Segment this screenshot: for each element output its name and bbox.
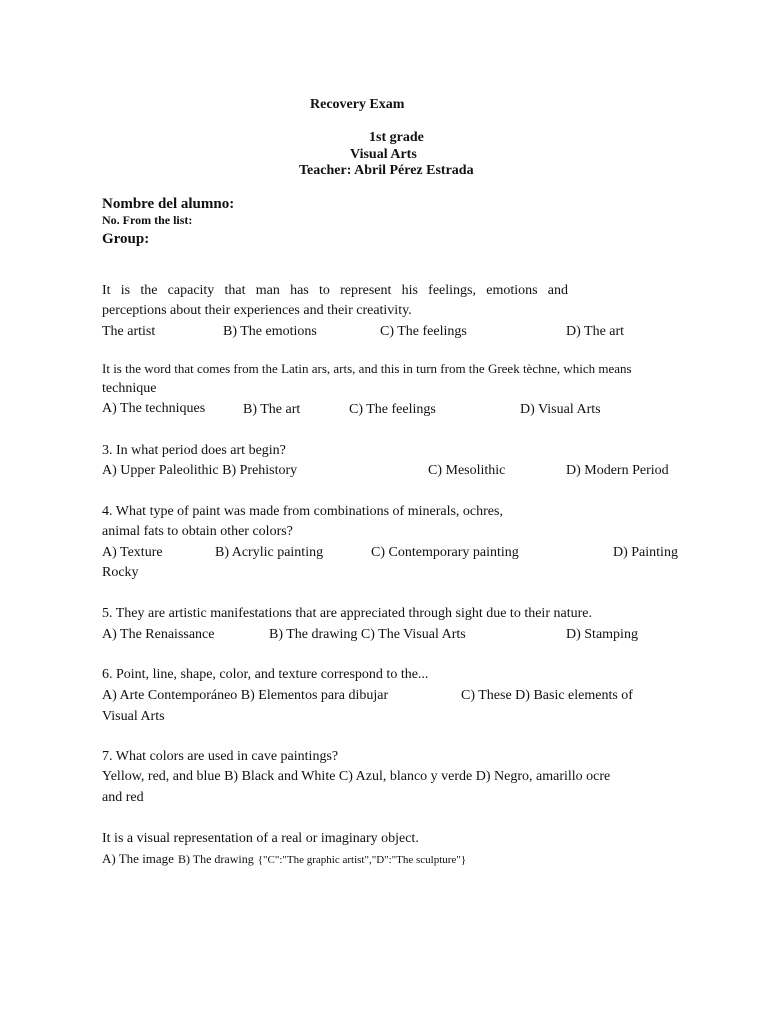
question-1-option-c: C) The feelings (380, 324, 467, 339)
question-4-option-a: A) Texture (102, 545, 163, 560)
question-5-option-bc: B) The drawing C) The Visual Arts (269, 627, 466, 642)
question-7-text: 7. What colors are used in cave paintings? (102, 749, 339, 764)
question-2-text-line2: technique (102, 381, 157, 396)
question-6-option-ab: A) Arte Contemporáneo B) Elementos para dibujar (102, 688, 389, 703)
question-1-option-d: D) The art (566, 324, 625, 339)
student-name-label: Nombre del alumno: (102, 196, 235, 212)
question-1-text-line1: It is the capacity that man has to represent his feelings, emotions and (102, 283, 568, 298)
question-8-option-b: B) The drawing (177, 852, 254, 866)
question-2-text-line1: It is the word that comes from the Latin ars, arts, and this in turn from the Greek tèchne, which means (102, 361, 632, 376)
question-5-option-d: D) Stamping (566, 627, 638, 642)
teacher-label: Teacher: Abril Pérez Estrada (299, 163, 474, 178)
question-3-option-d: D) Modern Period (566, 463, 669, 478)
question-1-option-b: B) The emotions (223, 324, 317, 339)
question-6-option-cd: C) These D) Basic elements of (461, 688, 633, 703)
question-2-option-a: A) The techniques (102, 401, 206, 416)
question-4-option-c: C) Contemporary painting (371, 545, 519, 560)
question-2-option-b: B) The art (243, 402, 301, 417)
question-8-text: It is a visual representation of a real or imaginary object. (102, 831, 419, 846)
grade-label: 1st grade (369, 130, 424, 145)
exam-title: Recovery Exam (310, 97, 405, 112)
question-7-options-line2: and red (102, 790, 144, 805)
question-7-options-line1: Yellow, red, and blue B) Black and White C) Azul, blanco y verde D) Negro, amarillo ocre (102, 769, 611, 784)
question-3-text: 3. In what period does art begin? (102, 443, 286, 458)
question-4-text-line2: animal fats to obtain other colors? (102, 524, 293, 539)
question-8-option-a: A) The image (102, 851, 174, 866)
question-1-text-line2: perceptions about their experiences and their creativity. (102, 303, 412, 318)
question-8-option-rest: {"C":"The graphic artist","D":"The sculpture"} (257, 854, 467, 866)
question-6-text: 6. Point, line, shape, color, and texture correspond to the... (102, 667, 429, 682)
question-4-text-line1: 4. What type of paint was made from combinations of minerals, ochres, (102, 504, 503, 519)
question-5-text: 5. They are artistic manifestations that are appreciated through sight due to their nature. (102, 606, 592, 621)
question-3-option-ab: A) Upper Paleolithic B) Prehistory (102, 463, 298, 478)
question-4-option-d: D) Painting (613, 545, 678, 560)
question-4-option-d-continued: Rocky (102, 565, 139, 580)
list-number-label: No. From the list: (102, 213, 193, 227)
question-2-option-c: C) The feelings (349, 402, 436, 417)
question-1-option-a: The artist (102, 324, 156, 339)
subject-label: Visual Arts (350, 147, 417, 162)
question-8-options (102, 851, 466, 867)
question-3-option-c: C) Mesolithic (428, 463, 506, 478)
question-6-option-d-continued: Visual Arts (102, 709, 165, 724)
question-5-option-a: A) The Renaissance (102, 627, 215, 642)
question-2-option-d: D) Visual Arts (520, 402, 601, 417)
question-4-option-b: B) Acrylic painting (215, 545, 324, 560)
group-label: Group: (102, 231, 150, 247)
